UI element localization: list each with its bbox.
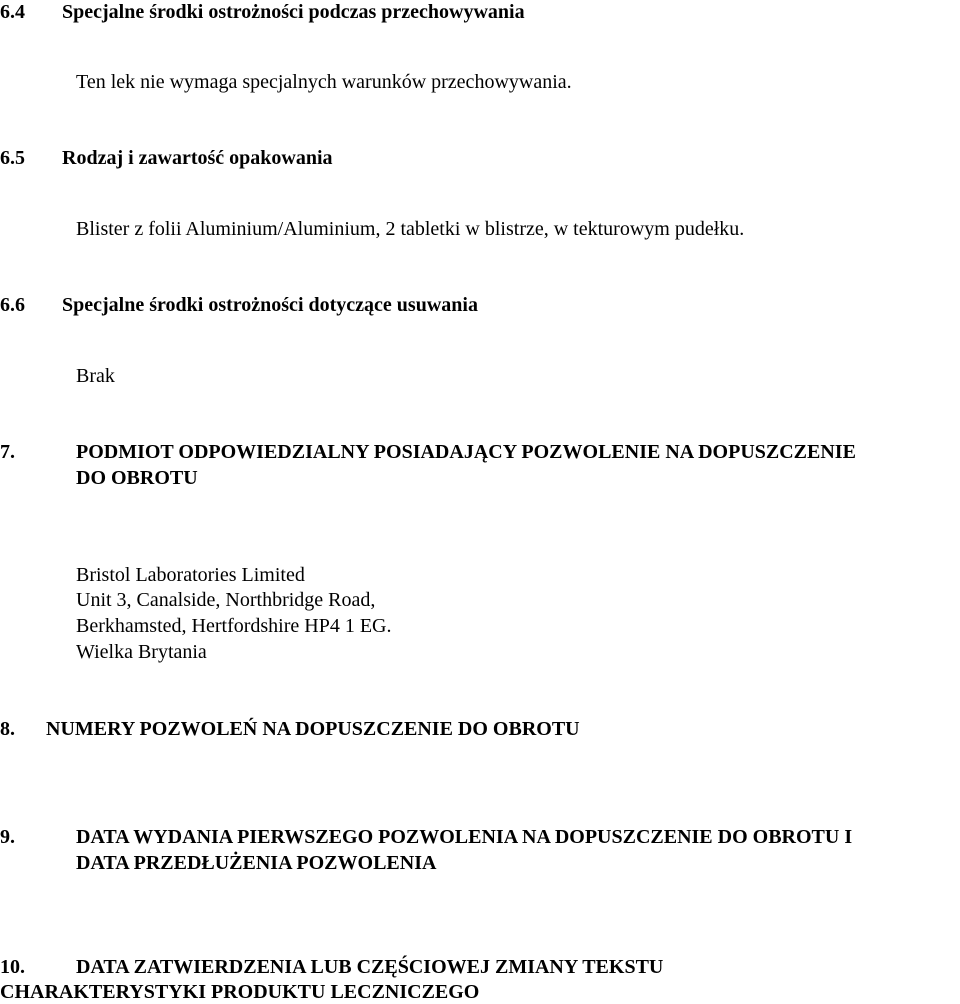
- section-title: Specjalne środki ostrożności podczas przechowywania: [62, 1, 525, 23]
- section-title: DATA WYDANIA PIERWSZEGO POZWOLENIA NA DOPUSZCZENIE DO OBROTU I: [76, 826, 853, 848]
- address-line: Unit 3, Canalside, Northbridge Road,: [76, 589, 376, 611]
- section-10-heading: [0, 955, 664, 979]
- section-9-heading: [0, 825, 853, 849]
- section-6-5-text: Blister z folii Aluminium/Aluminium, 2 tabletki w blistrze, w tekturowym pudełku.: [76, 218, 745, 240]
- section-number: 6.4: [0, 1, 25, 23]
- section-6-4-text: Ten lek nie wymaga specjalnych warunków przechowywania.: [76, 71, 572, 93]
- section-title: Rodzaj i zawartość opakowania: [62, 147, 333, 169]
- section-7-heading: [0, 440, 856, 464]
- address-line: Wielka Brytania: [76, 641, 207, 663]
- address-line: Berkhamsted, Hertfordshire HP4 1 EG.: [76, 615, 392, 637]
- section-10-heading-line2: CHARAKTERYSTYKI PRODUKTU LECZNICZEGO: [0, 981, 480, 1003]
- section-number: 6.6: [0, 294, 25, 316]
- section-number: 9.: [0, 826, 15, 848]
- section-title: Specjalne środki ostrożności dotyczące usuwania: [62, 294, 478, 316]
- section-6-5-heading: [0, 146, 333, 170]
- section-number: 8.: [0, 718, 15, 740]
- section-title: PODMIOT ODPOWIEDZIALNY POSIADAJĄCY POZWOLENIE NA DOPUSZCZENIE: [76, 441, 856, 463]
- section-6-4-heading: [0, 0, 525, 24]
- section-8-heading: [0, 717, 580, 741]
- address-line: Bristol Laboratories Limited: [76, 564, 305, 586]
- section-6-6-text: Brak: [76, 365, 115, 387]
- section-title: DATA ZATWIERDZENIA LUB CZĘŚCIOWEJ ZMIANY TEKSTU: [76, 956, 664, 978]
- section-7-heading-line2: DO OBROTU: [76, 467, 198, 489]
- section-6-6-heading: [0, 293, 478, 317]
- section-number: 7.: [0, 441, 15, 463]
- section-number: 10.: [0, 956, 25, 978]
- section-title: NUMERY POZWOLEŃ NA DOPUSZCZENIE DO OBROTU: [46, 718, 580, 740]
- section-9-heading-line2: DATA PRZEDŁUŻENIA POZWOLENIA: [76, 852, 437, 874]
- section-number: 6.5: [0, 147, 25, 169]
